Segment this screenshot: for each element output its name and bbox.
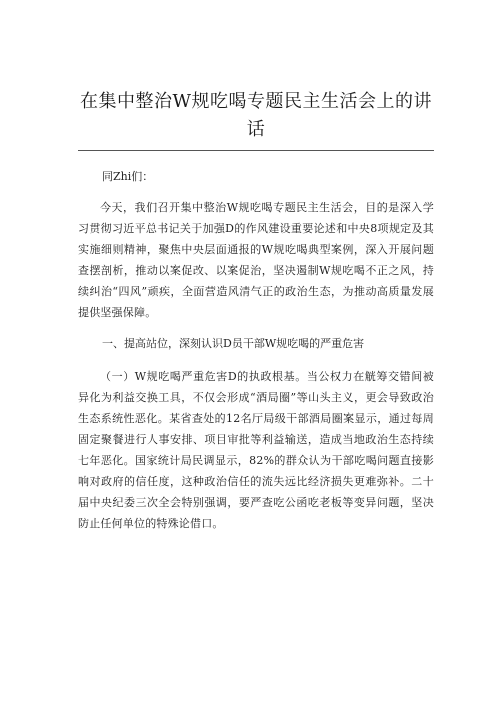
- intro-paragraph: 今天，我们召开集中整治W规吃喝专题民主生活会，目的是深入学习贯彻习近平总书记关于加强D的作风建设重要论述和中央8项规定及其实施细则精神，聚焦中央层面通报的W规吃喝典型案例，深入开展问题查摆剖析，推动以案促改、以案促治，坚决遏制W规吃喝不正之风，持续纠治“四风”顽疾，全面营造风清气正的政治生态，为推动高质量发展提供坚强保障。: [78, 201, 434, 319]
- section-1-paragraph-1: （一）W规吃喝严重危害D的执政根基。当公权力在觥筹交错间被异化为利益交换工具，不仅会形成“酒局圈”等山头主义，更会导致政治生态系统性恶化。某省查处的12名厅局级干部酒局圈案显示，通过每周固定聚餐进行人事安排、项目审批等利益输送，造成当地政治生态持续七年恶化。国家统计局民调显示，82%的群众认为干部吃喝问题直接影响对政府的信任度，这种政治信任的流失远比经济损失更难弥补。二十届中央纪委三次全会特别强调，要严查吃公函吃老板等变异问题，坚决防止任何单位的特殊论借口。: [78, 370, 434, 530]
- document-title: [78, 88, 434, 144]
- title-line-2: 话: [246, 119, 266, 140]
- title-line-1: 在集中整治W规吃喝专题民主生活会上的讲: [80, 91, 432, 112]
- section-1-heading: 一、提高站位，深刻认识D员干部W规吃喝的严重危害: [102, 337, 365, 350]
- salutation: 同Zhi们：: [102, 170, 154, 183]
- title-divider: [78, 150, 434, 151]
